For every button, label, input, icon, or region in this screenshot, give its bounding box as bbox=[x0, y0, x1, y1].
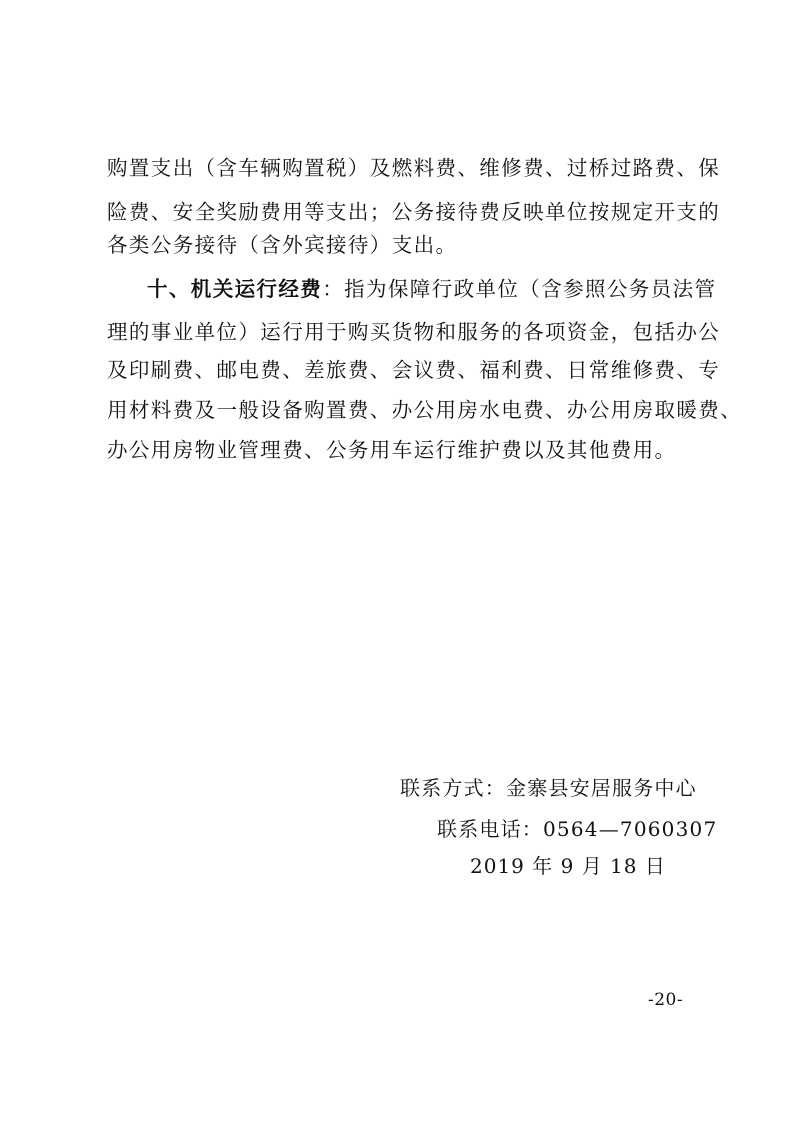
paragraph-line: 购置支出（含车辆购置税）及燃料费、维修费、过桥过路费、保 bbox=[107, 156, 721, 180]
section-ten-first-line bbox=[147, 275, 716, 303]
paragraph-line: 各类公务接待（含外宾接待）支出。 bbox=[107, 233, 458, 257]
paragraph-line: 用材料费及一般设备购置费、办公用房水电费、办公用房取暖费、 bbox=[107, 398, 743, 422]
paragraph-line: 理的事业单位）运行用于购买货物和服务的各项资金，包括办公 bbox=[107, 320, 721, 344]
page-number: -20- bbox=[648, 990, 684, 1010]
section-text: ：指为保障行政单位（含参照公务员法管 bbox=[322, 277, 717, 301]
contact-phone: 联系电话：0564—7060307 bbox=[437, 817, 718, 841]
paragraph-line: 办公用房物业管理费、公务用车运行维护费以及其他费用。 bbox=[107, 438, 677, 462]
paragraph-line: 险费、安全奖励费用等支出；公务接待费反映单位按规定开支的 bbox=[107, 200, 721, 224]
document-date: 2019 年 9 月 18 日 bbox=[470, 854, 666, 878]
paragraph-line: 及印刷费、邮电费、差旅费、会议费、福利费、日常维修费、专 bbox=[107, 358, 721, 382]
contact-method: 联系方式：金寨县安居服务中心 bbox=[400, 776, 697, 800]
section-heading: 十、机关运行经费 bbox=[147, 277, 323, 301]
